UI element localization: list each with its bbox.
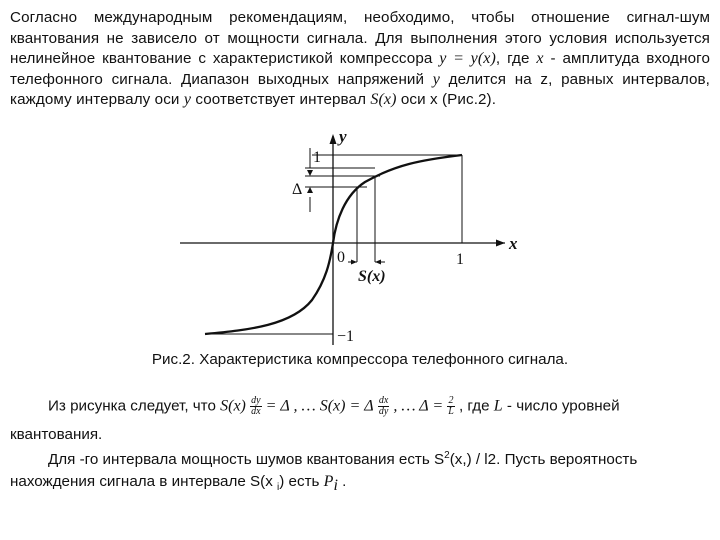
figure-caption: Рис.2. Характеристика компрессора телефонного сигнала.	[151, 351, 569, 368]
formula-tail-2: - число уровней	[502, 397, 620, 415]
var-sx: S(x)	[370, 91, 397, 108]
y-one-label: 1	[313, 149, 321, 166]
formula-eq3: , … Δ =	[389, 397, 448, 415]
var-y: y	[432, 70, 440, 88]
fraction-dx-dy: $\frac{dx}{dy}$	[378, 395, 389, 417]
formula-lead: Из рисунка следует, что	[48, 397, 221, 415]
s-arrow-left	[351, 260, 357, 265]
compressor-equation: y = y(x)	[439, 50, 496, 67]
formula-s2: S(x)	[319, 397, 346, 415]
formula-eq1: = Δ , …	[261, 397, 320, 415]
delta-label: Δ	[292, 181, 303, 198]
x-axis-arrow	[496, 240, 505, 247]
delta-arrow-down	[307, 170, 313, 176]
formula-s1: S(x)	[220, 397, 246, 415]
s-arrow-right	[375, 260, 381, 265]
intro-text-4: делится на z, равных интервалов, каждому интервалу оси	[10, 70, 710, 108]
var-x: x	[536, 50, 544, 67]
intro-text-2: , где	[495, 50, 537, 67]
fraction-dy-dx: $\frac{dy}{dx}$	[251, 395, 261, 417]
formula-tail-1: , где	[454, 397, 494, 415]
intro-text-1: Согласно международным рекомендациям, необходимо, чтобы отношение сигнал-шум квантования не зависело от мощности сигнала. Для выполнения этого условия используется нелинейное квантование с характеристикой компрессора	[10, 9, 710, 67]
y-axis-arrow	[330, 134, 337, 144]
x-axis-label: x	[509, 234, 518, 253]
formula-line	[48, 396, 620, 417]
y-minus-one-label: −1	[337, 328, 355, 345]
delta-arrow-up	[307, 187, 313, 193]
intro-text-5: соответствует интервал	[191, 91, 371, 108]
x-one-label: 1	[456, 251, 464, 268]
text-line-4: нахождения сигнала в интервале S(x $_i$) есть $P_i$ .	[10, 473, 347, 495]
intro-text-6: оси x (Рис.2).	[396, 91, 497, 108]
var-y-2: y	[183, 91, 192, 108]
origin-label: 0	[337, 249, 345, 266]
s-interval-label: S(x)	[358, 268, 386, 285]
formula-eq2: = Δ	[345, 397, 374, 415]
formula-L: L	[493, 397, 503, 415]
intro-text-3: - амплитуда входного телефонного сигнала. Диапазон выходных напряжений	[10, 50, 710, 88]
y-axis-label: y	[339, 127, 347, 146]
text-line-2: квантования.	[10, 426, 103, 443]
text-line-3: Для -го интервала мощность шумов квантования есть $S^2(x,) / l2$. Пусть вероятность	[48, 450, 638, 469]
fraction-2-L: $\frac{2}{L}$	[448, 395, 454, 417]
